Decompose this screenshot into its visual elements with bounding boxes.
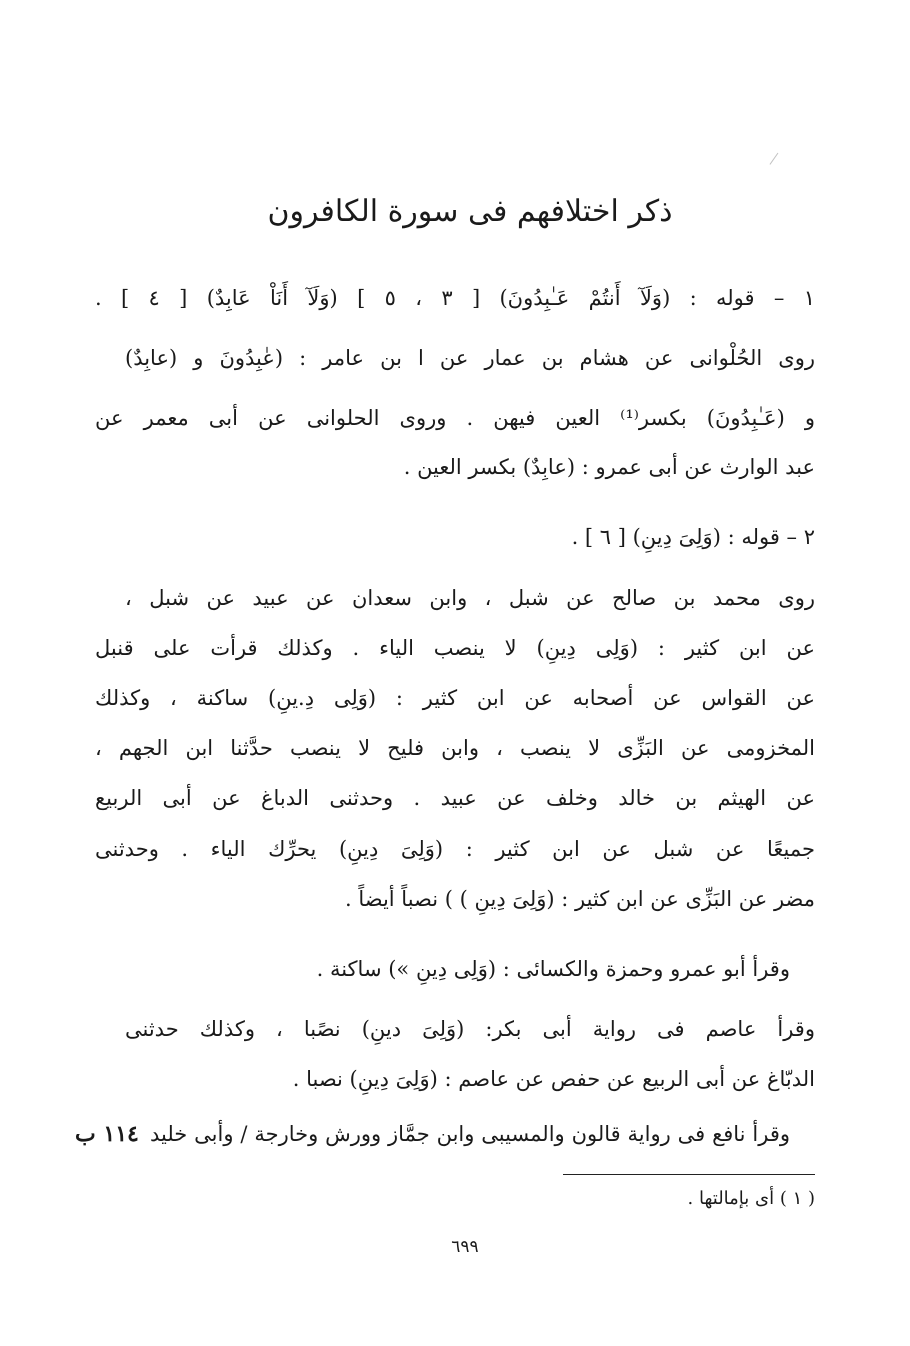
text-line-1: ١ – قوله : (وَلَآ أَنتُمْ عَـٰبِدُونَ) [ ٣ ، ٥ ] (وَلَآ أَنَاْ عَابِدٌ) [ ٤ ] . [95, 286, 815, 310]
text-line-6: روى محمد بن صالح عن شبل ، وابن سعدان عن عبيد عن شبل ، [125, 586, 815, 610]
text-line-8: عن القواس عن أصحابه عن ابن كثير : (وَلِى دِ.ينِ) ساكنة ، وكذلك [95, 686, 815, 710]
text-line-3: و (عَـٰبِدُونَ) بكسر⁽¹⁾ العين فيهن . وروى الحلوانى عن أبى معمر عن [95, 406, 816, 430]
text-line-7: عن ابن كثير : (وَلِى دِينِ) لا ينصب الياء . وكذلك قرأت على قنبل [95, 636, 815, 660]
scan-speck [765, 149, 779, 164]
text-line-12: مضر عن البَزِّى عن ابن كثير : (وَلِىَ دِينِ ) ) نصباً أيضاً . [344, 887, 815, 911]
page-number: ٦٩٩ [451, 1237, 479, 1257]
text-line-13: وقرأ أبو عمرو وحمزة والكسائى : (وَلِى دِينِ ») ساكنة . [316, 957, 790, 981]
text-line-11: جميعًا عن شبل عن ابن كثير : (وَلِىَ دِينِ) يحرِّك الياء . وحدثنى [95, 837, 815, 861]
text-line-9: المخزومى عن البَزِّى لا ينصب ، وابن فليح لا ينصب حدَّثنا ابن الجهم ، [95, 736, 815, 760]
text-line-16: وقرأ نافع فى رواية قالون والمسيبى وابن جمَّاز وورش وخارجة / وأبى خليد [150, 1122, 790, 1146]
chapter-title: ذكر اختلافهم فى سورة الكافرون [267, 194, 673, 229]
footnote-divider [563, 1174, 815, 1175]
text-line-5: ٢ – قوله : (وَلِىَ دِينِ) [ ٦ ] . [571, 525, 815, 549]
text-line-15: الدبّاغ عن أبى الربيع عن حفص عن عاصم : (وَلِىَ دِينِ) نصبا . [292, 1067, 815, 1091]
text-line-2: روى الحُلْوانى عن هشام بن عمار عن ا بن عامر : (عٰبِدُونَ و (عابِدٌ) [125, 346, 815, 370]
text-line-10: عن الهيثم بن خالد وخلف عن عبيد . وحدثنى الدباغ عن أبى الربيع [95, 786, 815, 810]
text-line-14: وقرأ عاصم فى رواية أبى بكر: (وَلِىَ دينِ) نصًبا ، وكذلك حدثنى [125, 1017, 815, 1041]
text-line-4: عبد الوارث عن أبى عمرو : (عابِدٌ) بكسر العين . [403, 455, 815, 479]
marginal-folio-note: ١١٤ ب [75, 1121, 139, 1147]
footnote: ( ١ ) أى بإمالتها . [687, 1188, 815, 1209]
